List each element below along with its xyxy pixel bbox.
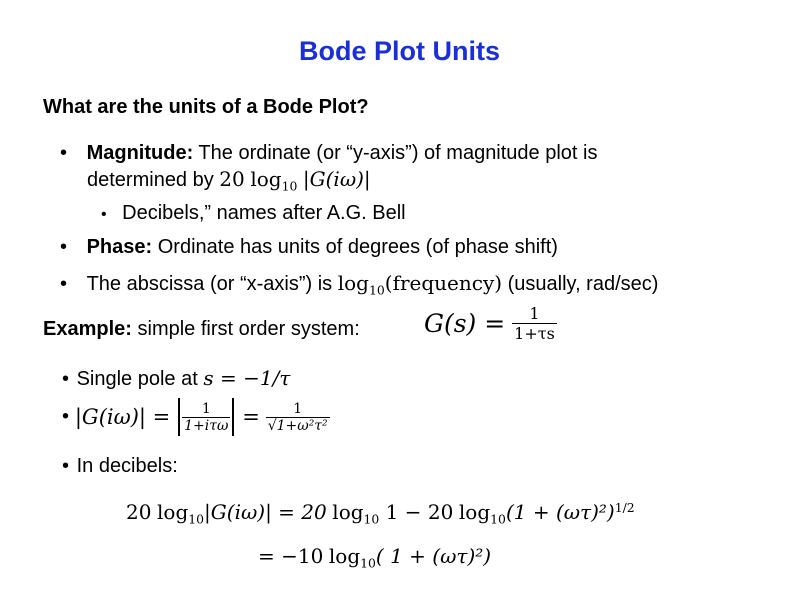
equation-line-1 bbox=[126, 500, 635, 526]
phase-bullet bbox=[60, 236, 558, 259]
bullet-dot: • bbox=[62, 455, 70, 477]
log-base: 10 bbox=[363, 511, 380, 527]
bullet-dot: • bbox=[62, 405, 70, 428]
log-text: log bbox=[328, 544, 361, 568]
example-line bbox=[43, 318, 360, 341]
decibels-subbullet bbox=[101, 202, 406, 225]
abscissa-bullet bbox=[60, 271, 658, 297]
tf-lhs: G(s) = bbox=[424, 309, 506, 338]
mag-num2: 1 bbox=[293, 400, 303, 417]
abscissa-expr: (frequency) bbox=[384, 271, 503, 295]
log-base: 10 bbox=[281, 178, 298, 194]
magnitude-expr-20: 20 bbox=[219, 167, 245, 191]
bullet-dot: • bbox=[62, 368, 70, 390]
abs-bar-right bbox=[232, 398, 234, 436]
equation-line-2 bbox=[258, 544, 491, 570]
bullet-dot: • bbox=[60, 142, 68, 164]
question-heading: What are the units of a Bode Plot? bbox=[43, 96, 369, 118]
magnitude-expr-g: |G(iω)| bbox=[302, 167, 371, 191]
log-base: 10 bbox=[490, 511, 506, 527]
abs-bar-left bbox=[178, 398, 180, 436]
tf-fraction bbox=[512, 304, 557, 343]
phase-label: Phase: bbox=[86, 236, 153, 258]
pole-expr: s = −1/τ bbox=[203, 366, 291, 390]
magnitude-derivation-bullet bbox=[62, 398, 330, 436]
eq1-20: 20 bbox=[126, 500, 152, 524]
log-text: log bbox=[250, 167, 282, 191]
mag-num1: 1 bbox=[201, 400, 211, 417]
pole-text: Single pole at bbox=[76, 368, 204, 390]
tf-numerator: 1 bbox=[529, 304, 540, 323]
mag-den1: 1+iτω bbox=[184, 417, 229, 434]
example-transfer-function bbox=[424, 304, 557, 343]
abscissa-tail: (usually, rad/sec) bbox=[502, 273, 659, 295]
log-base: 10 bbox=[360, 555, 376, 571]
log-base: 10 bbox=[368, 282, 385, 298]
decibels-bullet bbox=[62, 455, 178, 478]
log-text: log bbox=[458, 500, 491, 524]
mag-fraction-1 bbox=[182, 401, 230, 434]
bullet-dot: • bbox=[101, 206, 107, 223]
eq1-b: |G(iω)| = 20 bbox=[204, 500, 327, 524]
phase-text: Ordinate has units of degrees (of phase shift) bbox=[152, 236, 558, 258]
log-base: 10 bbox=[188, 511, 205, 527]
magnitude-bullet bbox=[60, 142, 597, 165]
eq1-d: (1 + (ωτ)²) bbox=[505, 500, 615, 524]
magnitude-line2 bbox=[87, 167, 371, 193]
bullet-dot: • bbox=[60, 236, 68, 258]
log-text: log bbox=[337, 271, 369, 295]
tf-denominator: 1+τs bbox=[514, 324, 555, 343]
magnitude-text2: determined by bbox=[87, 169, 220, 191]
mag-eq: = bbox=[242, 405, 260, 429]
pole-bullet bbox=[62, 366, 290, 391]
log-text: log bbox=[157, 500, 189, 524]
magnitude-label: Magnitude: bbox=[86, 142, 194, 164]
eq1-exponent: 1/2 bbox=[614, 500, 635, 516]
mag-lhs: |G(iω)| = bbox=[74, 405, 171, 429]
example-text: simple first order system: bbox=[131, 318, 360, 340]
magnitude-text: The ordinate (or “y-axis”) of magnitude plot is bbox=[193, 142, 598, 164]
eq2-b: ( 1 + (ωτ)²) bbox=[375, 544, 492, 568]
mag-fraction-2 bbox=[266, 401, 330, 434]
eq2-a: = −10 bbox=[258, 544, 324, 568]
mag-den2: √1+ω²τ² bbox=[267, 417, 328, 434]
slide-title: Bode Plot Units bbox=[299, 36, 500, 66]
eq1-c: 1 − 20 bbox=[379, 500, 454, 524]
log-text: log bbox=[332, 500, 364, 524]
abscissa-text: The abscissa (or “x-axis”) is bbox=[86, 273, 338, 295]
example-label: Example: bbox=[43, 318, 132, 340]
decibels-bullet-text: In decibels: bbox=[76, 455, 178, 477]
decibels-text: Decibels,” names after A.G. Bell bbox=[122, 202, 406, 224]
bullet-dot: • bbox=[60, 273, 68, 295]
